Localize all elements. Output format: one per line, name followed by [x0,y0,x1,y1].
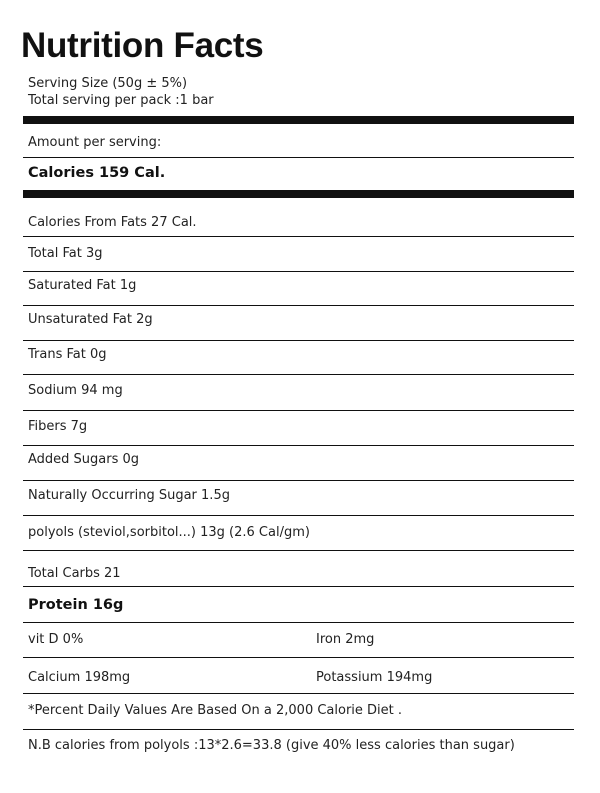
protein-row: Protein 16g [28,597,124,613]
calcium-cell: Calcium 198mg [28,670,131,685]
polyols-calories-note: N.B calories from polyols :13*2.6=33.8 (give 40% less calories than sugar) [28,738,515,753]
daily-values-footnote: *Percent Daily Values Are Based On a 2,000 Calorie Diet . [28,703,403,718]
sodium-row: Sodium 94 mg [28,383,123,398]
amount-per-serving: Amount per serving: [28,135,162,150]
divider [23,305,574,306]
divider [23,157,574,158]
potassium-cell: Potassium 194mg [316,670,433,685]
divider [23,622,574,623]
divider [23,729,574,730]
polyols-row: polyols (steviol,sorbitol...) 13g (2.6 Cal/gm) [28,525,310,540]
divider [23,374,574,375]
divider [23,550,574,551]
thick-divider [23,116,574,124]
total-fat-row: Total Fat 3g [28,246,103,261]
divider [23,340,574,341]
divider [23,480,574,481]
added-sugars-row: Added Sugars 0g [28,452,140,467]
saturated-fat-row: Saturated Fat 1g [28,278,137,293]
divider [23,445,574,446]
iron-cell: Iron 2mg [316,632,375,647]
servings-per-pack: Total serving per pack :1 bar [28,93,214,108]
divider [23,657,574,658]
total-carbs-row: Total Carbs 21 [28,566,121,581]
divider [23,586,574,587]
divider [23,271,574,272]
unsaturated-fat-row: Unsaturated Fat 2g [28,312,153,327]
serving-info [28,75,214,109]
divider [23,515,574,516]
vit-d-cell: vit D 0% [28,632,84,647]
label-title: Nutrition Facts [21,26,264,65]
trans-fat-row: Trans Fat 0g [28,347,107,362]
serving-size: Serving Size (50g ± 5%) [28,76,188,91]
fibers-row: Fibers 7g [28,419,88,434]
thick-divider [23,190,574,198]
divider [23,693,574,694]
divider [23,410,574,411]
calories-row: Calories 159 Cal. [28,165,166,181]
natural-sugar-row: Naturally Occurring Sugar 1.5g [28,488,230,503]
calories-from-fats-row: Calories From Fats 27 Cal. [28,215,197,230]
divider [23,236,574,237]
